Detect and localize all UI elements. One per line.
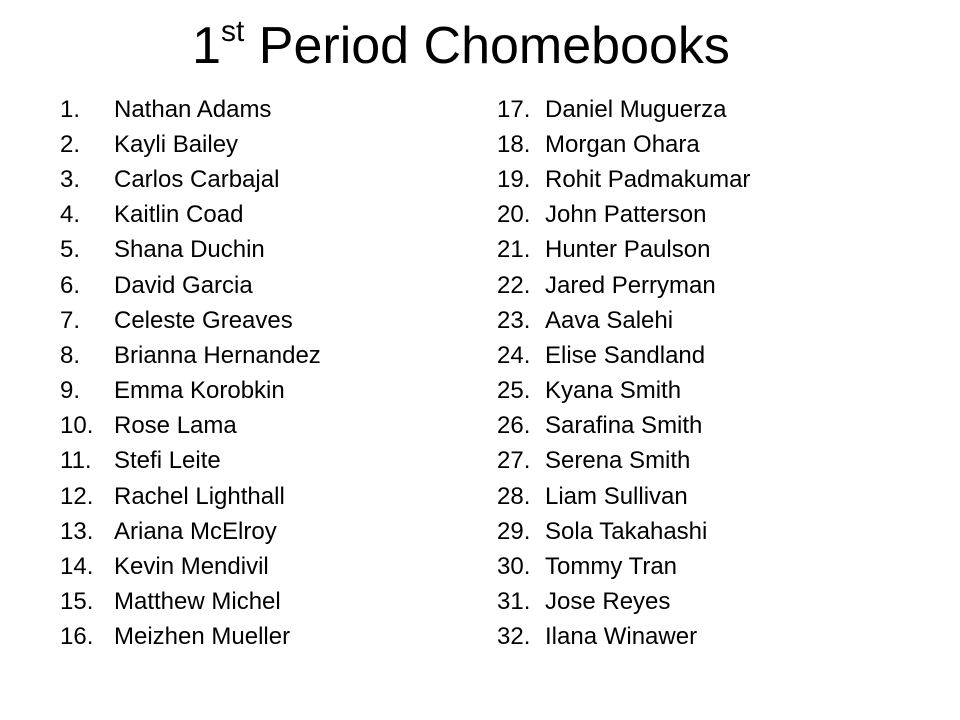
list-item xyxy=(497,479,750,514)
list-item xyxy=(60,338,321,373)
item-number: 3. xyxy=(60,165,81,193)
student-list-left xyxy=(60,92,321,655)
student-name: Hunter Paulson xyxy=(545,236,711,264)
item-number: 14. xyxy=(60,553,94,581)
list-item xyxy=(497,127,750,162)
item-number: 23. xyxy=(497,306,531,334)
student-name: Matthew Michel xyxy=(114,588,281,616)
list-item xyxy=(60,514,321,549)
student-name: Sola Takahashi xyxy=(545,517,708,545)
student-name: Meizhen Mueller xyxy=(114,623,291,651)
student-name: Kaitlin Coad xyxy=(114,201,244,229)
list-item xyxy=(497,338,750,373)
item-number: 9. xyxy=(60,377,81,405)
student-name: Aava Salehi xyxy=(545,306,674,334)
student-name: Rohit Padmakumar xyxy=(545,165,751,193)
title-superscript: st xyxy=(220,14,245,48)
list-item xyxy=(497,585,750,620)
page-title xyxy=(0,14,922,78)
student-name: Sarafina Smith xyxy=(545,412,703,440)
item-number: 7. xyxy=(60,306,81,334)
student-name: Rachel Lighthall xyxy=(114,482,285,510)
title-prefix: 1 xyxy=(192,17,221,75)
student-name: Liam Sullivan xyxy=(545,482,688,510)
student-name: Shana Duchin xyxy=(114,236,265,264)
student-name: Emma Korobkin xyxy=(114,377,285,405)
list-item xyxy=(60,374,321,409)
list-item xyxy=(497,514,750,549)
list-item xyxy=(60,479,321,514)
item-number: 15. xyxy=(60,588,94,616)
student-name: David Garcia xyxy=(114,271,253,299)
list-item xyxy=(497,268,750,303)
student-name: Kevin Mendivil xyxy=(114,553,269,581)
list-item xyxy=(497,374,750,409)
list-item xyxy=(497,233,750,268)
student-name: Brianna Hernandez xyxy=(114,341,321,369)
list-item xyxy=(497,444,750,479)
item-number: 29. xyxy=(497,517,531,545)
list-item xyxy=(497,549,750,584)
student-list-right xyxy=(497,92,750,655)
list-item xyxy=(497,92,750,127)
list-item xyxy=(497,198,750,233)
student-name: Tommy Tran xyxy=(545,553,678,581)
item-number: 17. xyxy=(497,95,531,123)
item-number: 8. xyxy=(60,341,81,369)
item-number: 12. xyxy=(60,482,94,510)
student-name: Rose Lama xyxy=(114,412,237,440)
item-number: 31. xyxy=(497,588,531,616)
item-number: 24. xyxy=(497,341,531,369)
item-number: 11. xyxy=(60,447,92,475)
list-item xyxy=(60,620,321,655)
item-number: 13. xyxy=(60,517,94,545)
item-number: 27. xyxy=(497,447,531,475)
list-item xyxy=(60,268,321,303)
student-name: Jared Perryman xyxy=(545,271,716,299)
student-name: Celeste Greaves xyxy=(114,306,293,334)
title-rest: Period Chomebooks xyxy=(244,17,730,75)
list-item xyxy=(60,92,321,127)
list-item xyxy=(60,198,321,233)
student-name: Kayli Bailey xyxy=(114,130,239,158)
item-number: 19. xyxy=(497,165,531,193)
item-number: 5. xyxy=(60,236,81,264)
list-item xyxy=(60,444,321,479)
list-item xyxy=(60,303,321,338)
list-item xyxy=(60,162,321,197)
list-item xyxy=(60,409,321,444)
item-number: 21. xyxy=(497,236,531,264)
student-name: Daniel Muguerza xyxy=(545,95,727,123)
item-number: 16. xyxy=(60,623,94,651)
student-name: Ilana Winawer xyxy=(545,623,698,651)
student-name: Stefi Leite xyxy=(114,447,221,475)
list-item xyxy=(497,409,750,444)
student-name: Jose Reyes xyxy=(545,588,671,616)
student-name: Elise Sandland xyxy=(545,341,706,369)
list-item xyxy=(60,549,321,584)
item-number: 4. xyxy=(60,201,81,229)
student-name: Nathan Adams xyxy=(114,95,272,123)
list-item xyxy=(497,162,750,197)
list-item xyxy=(497,620,750,655)
item-number: 30. xyxy=(497,553,531,581)
item-number: 18. xyxy=(497,130,531,158)
student-name: John Patterson xyxy=(545,201,707,229)
student-name: Kyana Smith xyxy=(545,377,682,405)
item-number: 2. xyxy=(60,130,81,158)
item-number: 26. xyxy=(497,412,531,440)
item-number: 28. xyxy=(497,482,531,510)
student-name: Morgan Ohara xyxy=(545,130,700,158)
list-item xyxy=(60,233,321,268)
student-name: Serena Smith xyxy=(545,447,691,475)
item-number: 6. xyxy=(60,271,81,299)
item-number: 22. xyxy=(497,271,531,299)
list-item xyxy=(497,303,750,338)
student-name: Carlos Carbajal xyxy=(114,165,280,193)
item-number: 1. xyxy=(60,95,81,123)
item-number: 10. xyxy=(60,412,94,440)
item-number: 20. xyxy=(497,201,531,229)
item-number: 25. xyxy=(497,377,531,405)
item-number: 32. xyxy=(497,623,531,651)
list-item xyxy=(60,127,321,162)
list-item xyxy=(60,585,321,620)
student-name: Ariana McElroy xyxy=(114,517,277,545)
